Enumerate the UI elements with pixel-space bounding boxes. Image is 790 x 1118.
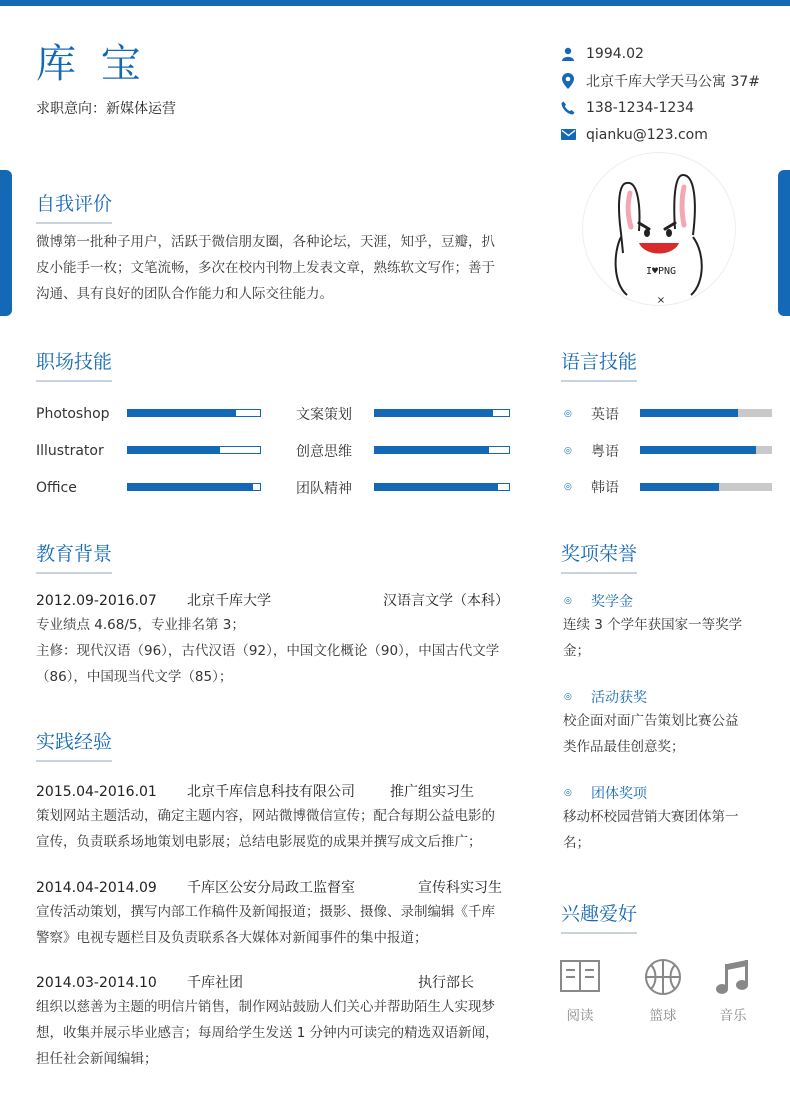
skill-label: 文案策划	[296, 407, 352, 423]
birth-text: 1994.02	[586, 45, 644, 62]
award-desc-line: 移动杯校园营销大赛团体第一	[563, 809, 739, 825]
skill-bar-creativity	[374, 446, 510, 454]
candidate-name: 库 宝	[36, 41, 147, 87]
practice-org: 千库区公安分局政工监督室	[187, 880, 355, 896]
skill-label-creativity	[296, 441, 352, 461]
right-accent-tab	[778, 170, 790, 316]
music-icon	[715, 958, 751, 996]
edu-major: 汉语言文学（本科）	[383, 593, 509, 609]
bullet-icon: ◎	[564, 409, 572, 419]
skill-label-copywriting	[296, 404, 352, 424]
practice-desc-line: 策划网站主题活动，确定主题内容，网站微博微信宣传；配合每期公益电影的	[36, 808, 495, 824]
practice-desc-line: 担任社会新闻编辑；	[36, 1051, 158, 1067]
address-text: 北京千库大学天马公寓 37#	[586, 73, 760, 90]
self-eval-text	[36, 229, 516, 307]
avatar-badge-text: I♥PNG	[645, 266, 677, 277]
practice-desc-line: 宣传活动策划，撰写内部工作稿件及新闻报道；摄影、摄像、录制编辑《千库	[36, 904, 495, 920]
skill-bar-fill	[375, 484, 498, 490]
lang-bar-korean	[640, 483, 772, 491]
lang-label: 韩语	[591, 480, 619, 496]
hobby-label: 阅读	[566, 1008, 594, 1024]
skill-label: Photoshop	[36, 406, 110, 422]
hobby-reading	[550, 958, 610, 1024]
section-title-education: 教育背景	[36, 542, 112, 574]
award-desc-line: 连续 3 个学年获国家一等奖学	[563, 617, 743, 633]
skill-label-illustrator	[36, 441, 104, 461]
hobby-music	[703, 958, 763, 1024]
practice-date: 2014.03-2014.10	[36, 975, 157, 991]
hobby-basketball	[633, 958, 693, 1024]
email-text[interactable]: qianku@123.com	[586, 126, 708, 143]
award-desc-line: 名；	[563, 835, 590, 851]
award-desc	[563, 804, 763, 856]
award-desc	[563, 708, 763, 760]
bullet-icon: ◎	[564, 788, 572, 798]
award-desc-line: 类作品最佳创意奖；	[563, 739, 685, 755]
lang-label-english	[591, 404, 619, 424]
job-intent: 求职意向：新媒体运营	[36, 101, 176, 117]
book-icon	[560, 958, 600, 994]
bullet-icon: ◎	[564, 596, 572, 606]
section-title-work-skills: 职场技能	[36, 350, 112, 382]
practice-desc	[36, 803, 516, 855]
left-accent-tab	[0, 170, 12, 316]
lang-bar-english	[640, 409, 772, 417]
contact-birth	[560, 40, 780, 67]
person-icon	[560, 46, 576, 62]
edu-courses-line: （86），中国现当代文学（85）；	[36, 669, 233, 685]
award-desc-line: 金；	[563, 643, 590, 659]
lang-label-korean	[591, 477, 619, 497]
award-desc-line: 校企面对面广告策划比赛公益	[563, 713, 739, 729]
skill-bar-copywriting	[374, 409, 510, 417]
edu-details	[36, 612, 516, 690]
section-title-lang-skills: 语言技能	[561, 350, 637, 382]
bullet-icon: ◎	[564, 482, 572, 492]
practice-date: 2014.04-2014.09	[36, 880, 157, 896]
skill-label-teamwork	[296, 478, 352, 498]
practice-desc	[36, 899, 516, 951]
award-name: 活动获奖	[591, 690, 647, 706]
lang-bar-cantonese	[640, 446, 772, 454]
skill-label-photoshop	[36, 404, 110, 424]
bullet-icon: ◎	[564, 692, 572, 702]
section-title-practice: 实践经验	[36, 730, 112, 762]
lang-bar-fill	[640, 446, 756, 454]
practice-role: 宣传科实习生	[418, 880, 502, 896]
hobby-label: 篮球	[649, 1008, 677, 1024]
location-icon	[560, 73, 576, 89]
edu-school: 北京千库大学	[187, 593, 271, 609]
contact-block	[560, 40, 780, 148]
section-title-hobbies: 兴趣爱好	[561, 902, 637, 934]
edu-gpa: 专业绩点 4.68/5，专业排名第 3；	[36, 617, 245, 633]
practice-role: 执行部长	[418, 975, 474, 991]
award-name: 团体奖项	[591, 786, 647, 802]
skill-bar-office	[127, 483, 261, 491]
award-name: 奖学金	[591, 594, 633, 610]
skill-bar-illustrator	[127, 446, 261, 454]
edu-courses-line: 主修：现代汉语（96），古代汉语（92），中国文化概论（90），中国古代文学	[36, 643, 500, 659]
self-eval-line: 微博第一批种子用户，活跃于微信朋友圈，各种论坛，天涯，知乎，豆瓣，扒	[36, 234, 495, 250]
skill-label: 创意思维	[296, 444, 352, 460]
basketball-icon	[644, 958, 682, 996]
skill-label: Office	[36, 480, 77, 496]
avatar	[582, 152, 736, 306]
section-title-self-eval: 自我评价	[36, 192, 112, 224]
lang-label: 英语	[591, 407, 619, 423]
contact-email	[560, 121, 780, 148]
lang-label-cantonese	[591, 441, 619, 461]
lang-bar-fill	[640, 483, 719, 491]
contact-phone	[560, 94, 780, 121]
skill-bar-photoshop	[127, 409, 261, 417]
mail-icon	[560, 127, 576, 143]
skill-label: 团队精神	[296, 481, 352, 497]
lang-bar-fill	[640, 409, 738, 417]
hobby-label: 音乐	[719, 1008, 747, 1024]
skill-bar-fill	[128, 447, 220, 453]
practice-desc-line: 宣传，负责联系场地策划电影展；总结电影展览的成果并撰写成文后推广；	[36, 834, 482, 850]
skill-bar-fill	[375, 447, 489, 453]
skill-label-office	[36, 478, 77, 498]
lang-label: 粤语	[591, 444, 619, 460]
self-eval-line: 皮小能手一枚；文笔流畅，多次在校内刊物上发表文章，熟练软文写作；善于	[36, 260, 495, 276]
edu-date: 2012.09-2016.07	[36, 593, 157, 609]
practice-org: 北京千库信息科技有限公司	[187, 784, 355, 800]
contact-address	[560, 67, 780, 94]
bunny-avatar-illustration	[583, 153, 735, 305]
skill-label: Illustrator	[36, 443, 104, 459]
practice-org: 千库社团	[187, 975, 243, 991]
phone-icon	[560, 100, 576, 116]
practice-desc	[36, 994, 516, 1072]
practice-desc-line: 警察》电视专题栏目及负责联系各大媒体对新闻事件的集中报道；	[36, 930, 428, 946]
practice-role: 推广组实习生	[390, 784, 474, 800]
award-desc	[563, 612, 763, 664]
practice-desc-line: 组织以慈善为主题的明信片销售，制作网站鼓励人们关心并帮助陌生人实现梦	[36, 999, 495, 1015]
skill-bar-fill	[128, 484, 253, 490]
self-eval-line: 沟通、具有良好的团队合作能力和人际交往能力。	[36, 286, 333, 302]
top-accent-bar	[0, 0, 790, 6]
practice-date: 2015.04-2016.01	[36, 784, 157, 800]
section-title-awards: 奖项荣誉	[561, 542, 637, 574]
bullet-icon: ◎	[564, 446, 572, 456]
skill-bar-teamwork	[374, 483, 510, 491]
phone-text[interactable]: 138-1234-1234	[586, 99, 695, 116]
skill-bar-fill	[128, 410, 236, 416]
practice-desc-line: 想，收集并展示毕业感言；每周给学生发送 1 分钟内可读完的精选双语新闻，	[36, 1025, 499, 1041]
svg-text:×: ×	[656, 295, 666, 305]
skill-bar-fill	[375, 410, 493, 416]
